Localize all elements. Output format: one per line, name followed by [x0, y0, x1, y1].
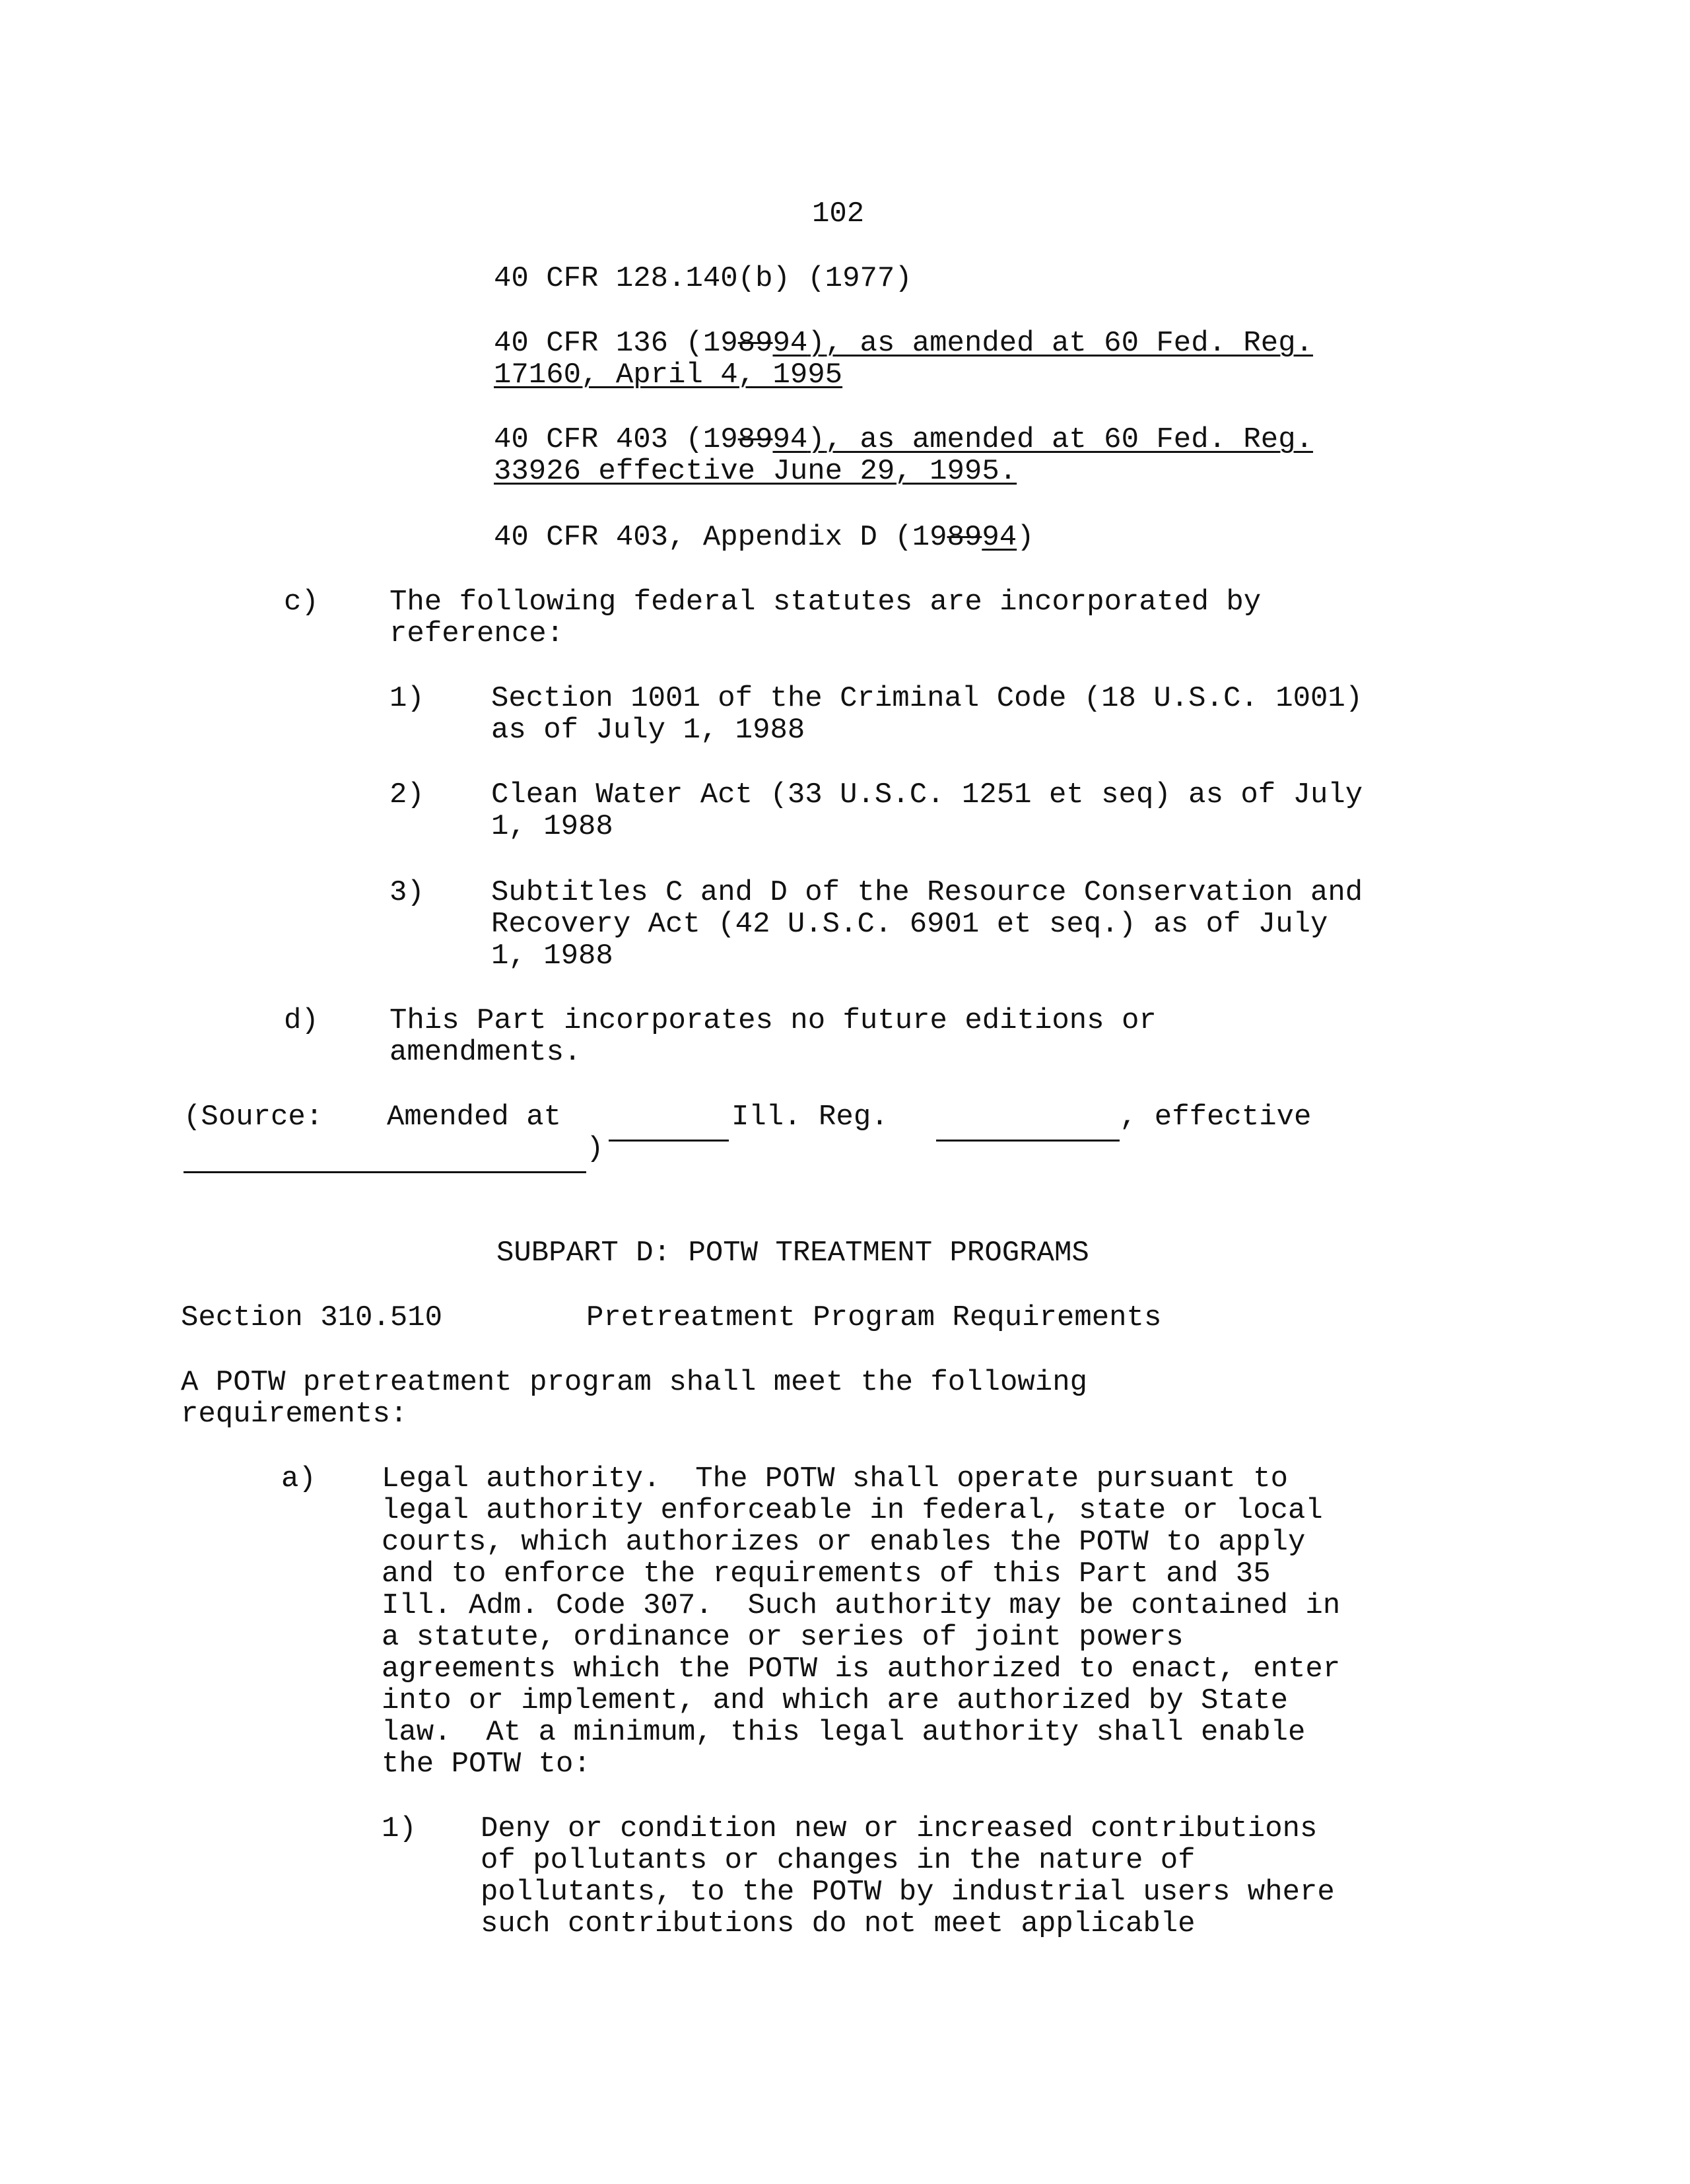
paragraph-text: such contributions do not meet applicable [481, 1907, 1196, 1940]
source-text: Amended at [387, 1101, 562, 1134]
paragraph-text: into or implement, and which are authorized by State [382, 1684, 1289, 1717]
item-label: 1) [382, 1812, 417, 1845]
paragraph-text: the POTW to: [382, 1748, 591, 1781]
paragraph-text: legal authority enforceable in federal, state or local [382, 1494, 1323, 1527]
paragraph-text: 1, 1988 [491, 810, 613, 843]
amendment-text: , as amended at 60 Fed. Reg. [825, 423, 1314, 456]
amendment-text: , as amended at 60 Fed. Reg. [825, 327, 1314, 360]
deleted-text: 89 [737, 423, 773, 456]
paragraph-text: requirements: [181, 1398, 408, 1431]
paragraph-text: Section 1001 of the Criminal Code (18 U.S.C. 1001) [491, 682, 1363, 715]
paragraph-text: Deny or condition new or increased contributions [481, 1812, 1318, 1845]
paragraph-text: Legal authority. The POTW shall operate pursuant to [382, 1462, 1289, 1495]
item-label: 1) [389, 682, 424, 715]
paragraph-text: Ill. Adm. Code 307. Such authority may be contained in [382, 1589, 1341, 1622]
reference-line: 40 CFR 128.140(b) (1977) [494, 262, 912, 295]
source-text: , effective [1120, 1101, 1312, 1134]
paragraph-text: as of July 1, 1988 [491, 714, 805, 747]
reference-line: 40 CFR 403, Appendix D (198994) [494, 521, 1034, 554]
subpart-heading: SUBPART D: POTW TREATMENT PROGRAMS [496, 1237, 1089, 1270]
paragraph-text: courts, which authorizes or enables the POTW to apply [382, 1526, 1306, 1559]
paragraph-text: Subtitles C and D of the Resource Conservation and [491, 876, 1363, 909]
item-label: a) [281, 1462, 316, 1495]
deleted-text: 89 [947, 521, 982, 554]
item-label: 3) [389, 876, 424, 909]
paragraph-text: The following federal statutes are incorporated by [389, 586, 1262, 619]
paragraph-text: law. At a minimum, this legal authority shall enable [382, 1716, 1306, 1749]
inserted-text: 94 [982, 521, 1017, 554]
blank-line [184, 1171, 586, 1173]
paragraph-text: of pollutants or changes in the nature of [481, 1844, 1196, 1877]
paragraph-text: This Part incorporates no future editions or [389, 1004, 1157, 1037]
paragraph-text: amendments. [389, 1036, 582, 1069]
paragraph-text: agreements which the POTW is authorized to enact, enter [382, 1653, 1341, 1686]
source-text: ) [586, 1132, 604, 1165]
reference-line: 40 CFR 403 (198994), as amended at 60 Fed. Reg. [494, 423, 1314, 456]
inserted-text: 94 [772, 423, 808, 456]
blank-line [609, 1140, 729, 1142]
paragraph-text: and to enforce the requirements of this Part and 35 [382, 1557, 1271, 1590]
blank-line [936, 1140, 1120, 1142]
section-number: Section 310.510 [181, 1301, 443, 1334]
amendment-text: 33926 effective June 29, 1995. [494, 455, 1017, 488]
source-text: Ill. Reg. [731, 1101, 889, 1134]
paragraph-text: pollutants, to the POTW by industrial users where [481, 1876, 1335, 1909]
item-label: c) [284, 586, 319, 619]
paragraph-text: Recovery Act (42 U.S.C. 6901 et seq.) as of July [491, 908, 1328, 941]
section-title: Pretreatment Program Requirements [586, 1301, 1162, 1334]
paragraph-text: 1, 1988 [491, 939, 613, 973]
amendment-text: 17160, April 4, 1995 [494, 358, 843, 392]
paragraph-text: A POTW pretreatment program shall meet the following [181, 1366, 1088, 1399]
inserted-text: 94 [772, 327, 808, 360]
source-label: (Source: [184, 1101, 323, 1134]
paragraph-text: reference: [389, 617, 564, 650]
paragraph-text: a statute, ordinance or series of joint powers [382, 1621, 1184, 1654]
item-label: d) [284, 1004, 319, 1037]
item-label: 2) [389, 778, 424, 811]
page-number: 102 [812, 197, 865, 230]
paragraph-text: Clean Water Act (33 U.S.C. 1251 et seq) as of July [491, 778, 1363, 811]
reference-line: 40 CFR 136 (198994), as amended at 60 Fed. Reg. [494, 327, 1314, 360]
deleted-text: 89 [737, 327, 773, 360]
